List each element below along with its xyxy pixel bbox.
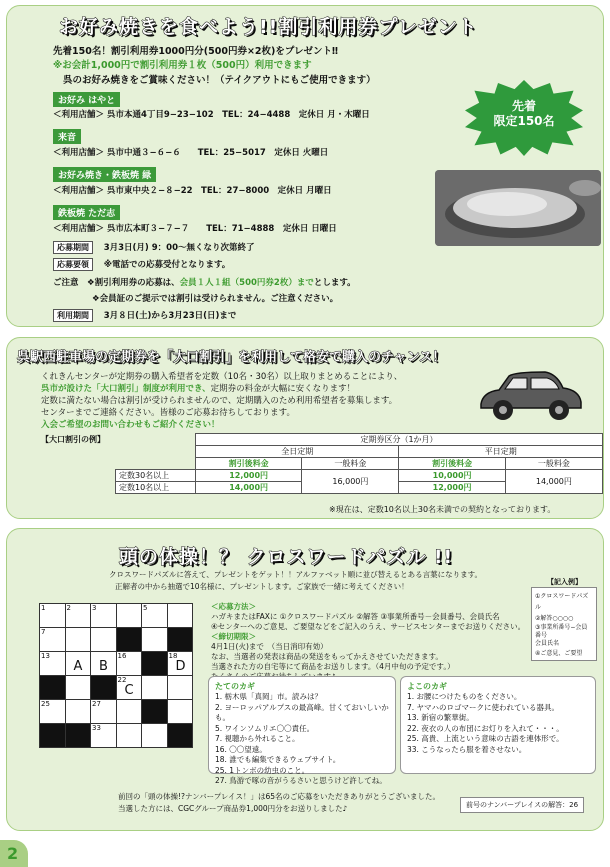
disc-head-1: 割引後料金 [196, 458, 302, 470]
cell-dn: 14,000円 [505, 470, 602, 494]
coupon-takeout: 呉のお好み焼きをご賞味ください！（テイクアウトにもご使用できます） [63, 75, 376, 86]
limited-badge-text: 先着 限定150名 [493, 99, 555, 128]
period-row: 応募期間 3月3日(月) 9：00〜無くなり次第終了 [53, 241, 255, 254]
shop-2-detail: ＜利用店舗＞ 呉市中通３−６−６ TEL：25−5017 定休日 火曜日 [53, 148, 329, 158]
shop-4-tag: 鉄板焼 ただ志 [53, 205, 120, 220]
example-label: 【大口割引の例】 [41, 435, 105, 444]
across-clue: 5. ワインソムリエ〇〇責任。 [215, 723, 315, 733]
shop-3-detail: ＜利用店舗＞ 呉市東中央２−８−22 TEL：27−8000 定休日 月曜日 [53, 186, 332, 196]
row-label-30: 定数30名以上 [116, 470, 196, 482]
across-clue: 27. 鳥游で啄の音がうるさいと思うけど許してね。 [215, 776, 387, 785]
across-head: たてのカギ [215, 682, 255, 691]
coupon-section [6, 5, 604, 327]
shop-1-tag: お好み はやと [53, 92, 120, 107]
down-clue: 33. こうなったら服を着させない。 [407, 744, 527, 754]
normal-head-2: 一般料金 [505, 458, 602, 470]
use-period-row: 利用期間 3月８日(土)から3月23日(日)まで [53, 309, 236, 322]
parking-section [6, 337, 604, 519]
coupon-lead: 先着150名！割引利用券1000円分(500円券×2枚)をプレゼント‼ [53, 46, 338, 57]
across-clue: 18. 誰でも編集できるウェブサイト。 [215, 755, 341, 764]
previous-note-1: 前回の「頭の体操!?ナンバープレイス！」は65名のご応募をいただきありがとうございました。 [118, 792, 441, 801]
down-clue: 22. 夜衣の人の布団にお灯りを入れて・・・。 [407, 723, 564, 733]
down-clue: 25. 高貴、上流という意味の古語を連体形で。 [407, 734, 564, 743]
normal-head-1: 一般料金 [302, 458, 399, 470]
previous-answer: 前号のナンバープレイスの解答：26 [460, 797, 584, 813]
how-head: ＜応募方法＞ [211, 602, 256, 611]
parking-price-table [115, 433, 603, 494]
puzzle-intro-2: 正解者の中から抽選で10名様に、プレゼントします。ご家族で一緒に考えてください！ [115, 582, 409, 591]
example-head: 【記入例】 [547, 578, 582, 586]
down-clue: 7. ヤマハのロゴマークに使われている器具。 [407, 702, 559, 712]
across-clue: 7. 視聴から外れること。 [215, 734, 300, 743]
postcard-example [531, 587, 597, 661]
daytime-head: 平日定期 [399, 446, 603, 458]
requirement-row: 応募要領 ※電話での応募受付となります。 [53, 258, 230, 271]
table-head: 定期券区分（1か月） [196, 434, 603, 446]
across-clue: 1. 栃木県「真岡」市。読みは？ [215, 692, 323, 701]
parking-p2: 呉市が設けた「大口割引」制度が利用でき、定期券の料金が大幅に安くなります！ [41, 384, 356, 394]
shop-3-tag: お好み焼き・鉄板焼 緑 [53, 167, 156, 182]
down-clue: 13. 新宿の繁華街。 [407, 713, 474, 722]
ex-1: ①クロスワードパズル [535, 593, 589, 611]
cell-an: 16,000円 [302, 470, 399, 494]
crossword-grid[interactable]: 1 2 3 5 7 13 A B 16 18 D 22 C 25 27 33 [39, 603, 193, 748]
note-row: ご注意 ❖割引利用券の応募は、会員１人１組（500円券2枚）までとします。 [53, 278, 356, 288]
ex-4: ④ご意見、ご要望 [535, 650, 583, 657]
page-number: 2 [7, 844, 19, 863]
shop-2-tag: 来音 [53, 129, 81, 144]
across-clue: 16. 〇〇望遠。 [215, 744, 267, 754]
across-clue: 25. 1トンボの幼虫のこと。 [215, 765, 310, 775]
ex-2: ②解答○○○○ [535, 615, 574, 622]
parking-p1: くれきんセンターが定期券の購入希望者を定数（10名・30名）以上取りまとめることにより、 [41, 372, 403, 382]
coupon-rule: ※お会計1,000円で割引利用券１枚（500円）利用できます [53, 60, 312, 71]
how-4: 当選された方の自宅等にて商品をお送りします。（4月中旬の予定です。） [211, 662, 455, 671]
how-1: ハガキまたはFAXに ①クロスワードパズル ②解答 ③事業所番号－会員番号、会員氏名 [211, 612, 500, 621]
parking-title: 呉駅西駐車場の定期券を「大口割引」を利用して格安で購入のチャンス！ [17, 350, 446, 365]
cell-ad-30: 12,000円 [196, 470, 302, 482]
previous-note-2: 当選した方には、CGCグループ商品券1,000円分をお送りしました♪ [118, 804, 348, 813]
car-illustration [475, 368, 587, 427]
shop-4-detail: ＜利用店舗＞ 呉市広本町３−７−７ TEL：71−4888 定休日 日曜日 [53, 224, 337, 234]
parking-footnote: ※現在は、定数10名以上30名未満での契約となっております。 [329, 505, 556, 514]
row-label-10: 定数10名以上 [116, 482, 196, 494]
parking-p5: 入会ご希望のお問い合わせもご紹介ください！ [41, 420, 220, 430]
allday-head: 全日定期 [196, 446, 399, 458]
puzzle-title: 頭の体操！？ クロスワードパズル !! [119, 546, 454, 568]
ex-3: ③事業所番号−会員番号 会員氏名 [535, 624, 588, 647]
parking-p3: 定数に満たない場合は割引が受けられませんので、定期購入のため利用希望者を募集します。 [41, 396, 398, 406]
down-clues-box [400, 676, 596, 774]
okonomiyaki-photo [435, 170, 601, 246]
how-3: なお、当選者の発表は商品の発送をもってかえさせていただきます。 [211, 652, 443, 661]
deadline: 4月1日(火)まで （当日消印有効） [211, 642, 328, 651]
puzzle-intro-1: クロスワードパズルに答えて、プレゼントをゲット！！アルファベット順に並び替えるとある言葉になります。 [109, 570, 483, 579]
note-row-2: ❖会員証のご提示では割引は受けられません。ご注意ください。 [92, 294, 339, 304]
across-clue: 2. ヨーロッパアルプスの最高峰。甘くておいしいかも。 [215, 702, 389, 722]
across-clues-box [208, 676, 396, 785]
coupon-title: お好み焼きを食べよう!!割引利用券プレゼント [59, 16, 478, 38]
disc-head-2: 割引後料金 [399, 458, 505, 470]
parking-p4: センターまでご連絡ください。皆様のご応募お待ちしております。 [41, 408, 295, 418]
how-2: ④センターへのご意見、ご要望などをご記入のうえ、サービスセンターまでお送りください。 [211, 622, 526, 631]
deadline-head: ＜締切期限＞ [211, 632, 256, 641]
cell-dd-30: 10,000円 [399, 470, 505, 482]
cell-ad-10: 14,000円 [196, 482, 302, 494]
shop-1-detail: ＜利用店舗＞ 呉市本通4丁目9−23−102 TEL：24−4488 定休日 月・木曜日 [53, 110, 370, 120]
down-head: よこのカギ [407, 682, 447, 691]
cell-dd-10: 12,000円 [399, 482, 505, 494]
down-clue: 1. お腰につけたものをください。 [407, 692, 522, 701]
